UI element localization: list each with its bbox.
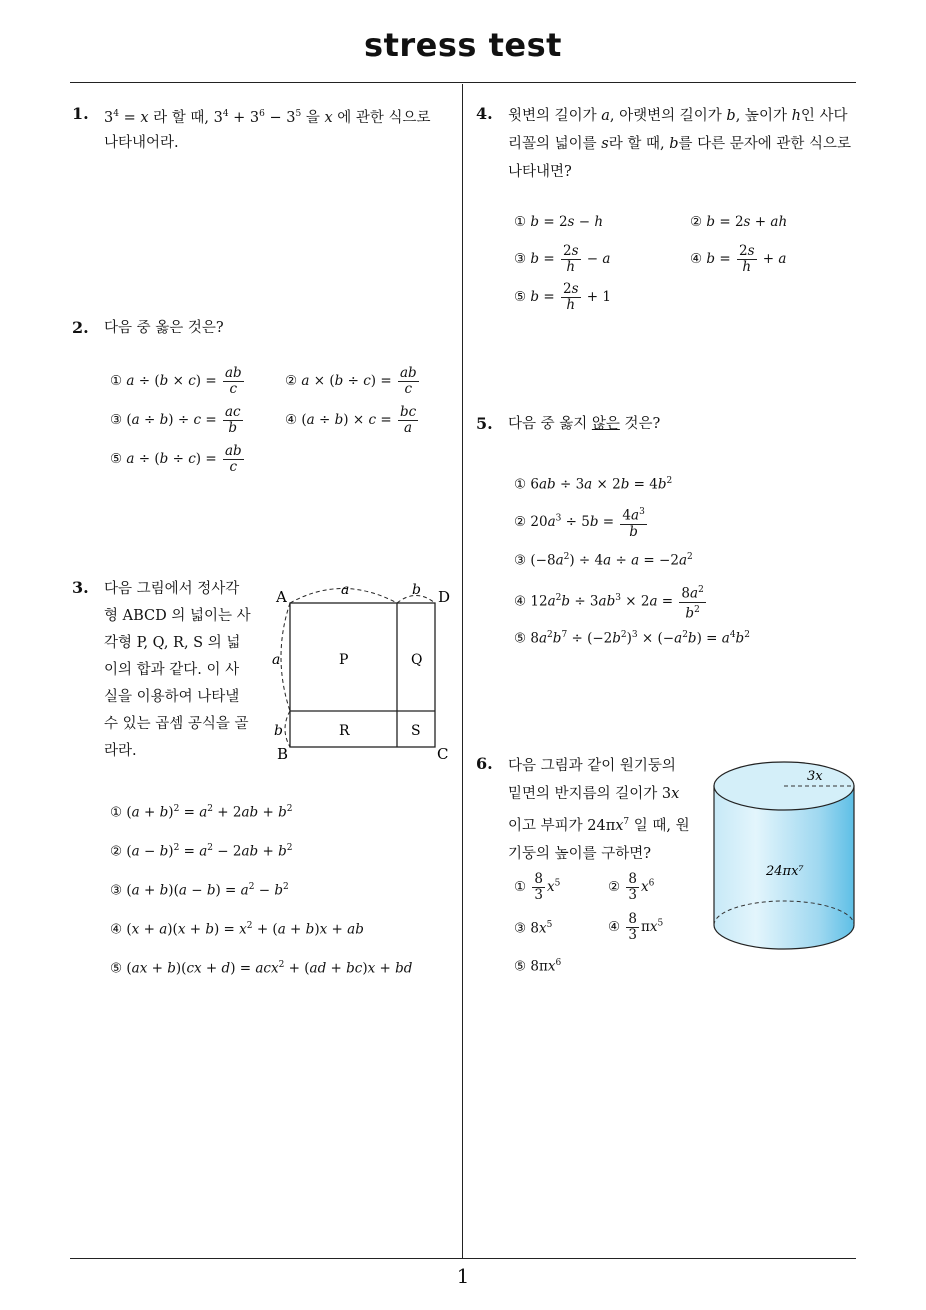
q2-option-4: ④ (a ÷ b) × c = $\frac{bc}{a}$ [285, 404, 417, 436]
region-s-label: S [411, 723, 421, 739]
q3-line: 이의 합과 같다. 이 사 [104, 662, 240, 678]
q6-option-5: ⑤ $8\pi x^6$ [514, 958, 562, 975]
q3-option-2: ② $(a - b)^2 = a^2 - 2ab + b^2$ [110, 843, 293, 860]
region-p-label: P [339, 652, 349, 668]
page-title: stress test [364, 26, 562, 64]
volume-label: 24πx⁷ [766, 864, 804, 879]
bottom-rule [70, 1258, 856, 1259]
q3-line: 수 있는 곱셈 공식을 골 [104, 716, 249, 732]
q5-text [508, 412, 660, 437]
square-diagram [266, 578, 456, 768]
q3-text [104, 576, 264, 765]
vertex-d-label: D [438, 588, 451, 606]
cylinder-diagram [708, 755, 860, 970]
region-q-label: Q [411, 652, 423, 668]
q3-option-3: ③ $(a + b)(a - b) = a^2 - b^2$ [110, 882, 289, 899]
q3-line: 다음 그림에서 정사각 [104, 581, 240, 597]
q2-option-1: ① a ÷ (b × c) = $\frac{ab}{c}$ [110, 365, 242, 397]
q1-text: $3^4 = x$ 라 할 때, $3^4 + 3^6 - 3^5$ 을 x 에 관한 식으로 나타내어라. [104, 109, 431, 151]
q6-text: 다음 그림과 같이 원기둥의 밑면의 반지름의 길이가 3x 이고 부피가 $24\pi x^7$ 일 때, 원 기둥의 높이를 구하면? [508, 758, 690, 862]
q4-option-1: ① b = 2s − h [514, 214, 604, 230]
left-b-label: b [274, 723, 283, 739]
q6-option-3: ③ $8x^5$ [514, 920, 553, 937]
top-rule [70, 82, 856, 83]
vertex-a-label: A [276, 588, 287, 606]
q6-option-4: ④ $\frac{8}{3}$ $\pi x^5$ [608, 911, 664, 943]
q2-number: 2. [72, 318, 89, 337]
q6-option-1: ① $\frac{8}{3}$ $x^5$ [514, 871, 561, 903]
q5-text-underlined: 않은 [591, 416, 620, 432]
left-a-label: a [272, 652, 281, 668]
q5-text-pre: 다음 중 옳지 [508, 416, 592, 432]
q5-option-2: ② $20a^3 \div 5b$ = $\frac{4a^3}{b}$ [514, 507, 645, 540]
q5-option-4: ④ $12a^2b \div 3ab^3 \times 2a$ = $\frac{8a^2}{b^2}$ [514, 585, 704, 621]
q4-option-5: ⑤ b = $\frac{2s}{h}$ + 1 [514, 281, 611, 313]
q3-line: 실을 이용하여 나타낼 [104, 689, 240, 705]
q6-option-2: ② $\frac{8}{3}$ $x^6$ [608, 871, 655, 903]
q2-option-2: ② a × (b ÷ c) = $\frac{ab}{c}$ [285, 365, 417, 397]
top-b-label: b [412, 582, 421, 598]
q4-option-4: ④ b = $\frac{2s}{h}$ + a [690, 243, 787, 275]
q3-option-5: ⑤ (ax + b)(cx + d) = acx$^2$ + (ad + bc)x + bd [110, 960, 413, 977]
q3-option-1: ① $(a + b)^2 = a^2 + 2ab + b^2$ [110, 804, 293, 821]
q5-option-1: ① $6ab \div 3a \times 2b = 4b^2$ [514, 476, 673, 493]
q3-option-4: ④ $(x + a)(x + b) = x^2 + (a + b)x$ + ab [110, 921, 364, 938]
q4-option-3: ③ b = $\frac{2s}{h}$ − a [514, 243, 611, 275]
q4-text: 윗변의 길이가 a, 아랫변의 길이가 b, 높이가 h인 사다 리꼴의 넓이를 s라 할 때, b를 다른 문자에 관한 식으로 나타내면? [508, 108, 851, 180]
q3-line: 형 ABCD 의 넓이는 사 [104, 608, 251, 624]
column-divider [462, 84, 463, 1258]
q5-text-post: 것은? [619, 416, 661, 432]
top-a-label: a [341, 582, 350, 598]
radius-label: 3x [807, 769, 823, 784]
q4-number: 4. [476, 104, 493, 123]
q2-option-5: ⑤ a ÷ (b ÷ c) = $\frac{ab}{c}$ [110, 443, 242, 475]
q3-line: 각형 P, Q, R, S 의 넓 [104, 635, 241, 651]
region-r-label: R [339, 723, 350, 739]
q6-number: 6. [476, 754, 493, 773]
q1-number: 1. [72, 104, 89, 123]
q5-option-3: ③ $(-8a^2) \div 4a \div a = -2a^2$ [514, 552, 693, 569]
page-number: 1 [456, 1264, 470, 1288]
q5-option-5: ⑤ $8a^2b^7 \div (-2b^2)^3 \times (-a^2b) = a^4b^2$ [514, 630, 750, 647]
vertex-c-label: C [437, 745, 449, 763]
q3-line: 라라. [104, 743, 137, 759]
q4-option-2: ② b = 2s + ah [690, 214, 788, 230]
q5-number: 5. [476, 414, 493, 433]
vertex-b-label: B [277, 745, 289, 763]
q2-text: 다음 중 옳은 것은? [104, 320, 224, 336]
q3-number: 3. [72, 578, 89, 597]
q2-option-3: ③ (a ÷ b) ÷ c = $\frac{ac}{b}$ [110, 404, 241, 436]
